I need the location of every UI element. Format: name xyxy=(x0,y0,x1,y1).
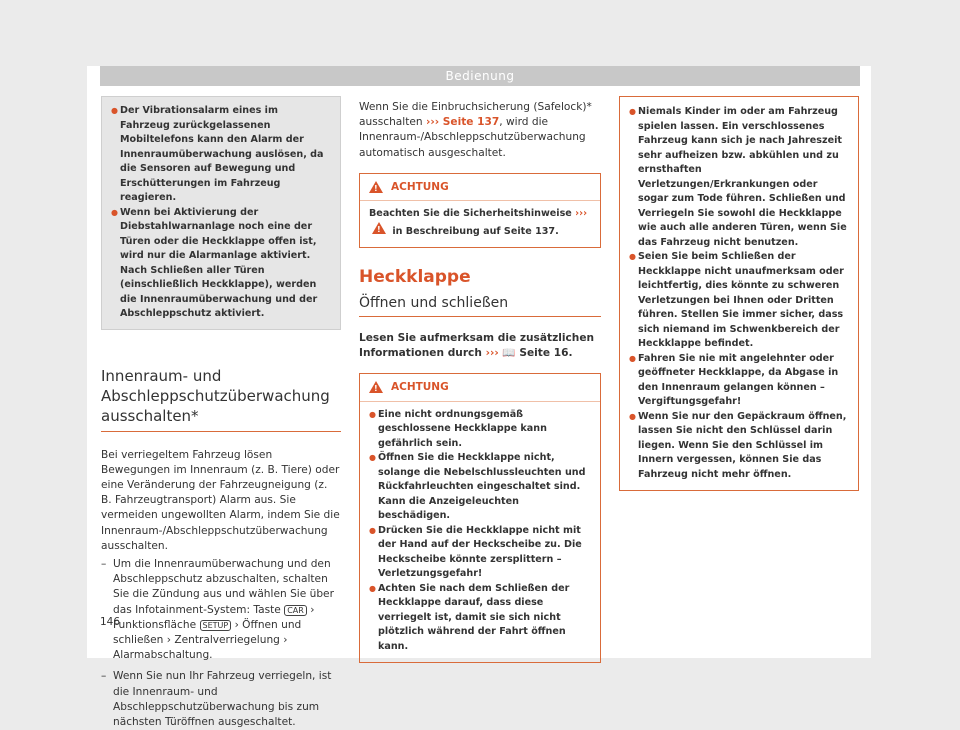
warning-item: ● Eine nicht ordnungsgemäß geschlossene Heckklappe kann gefährlich sein. xyxy=(369,408,591,452)
section-title: Innenraum- und Abschleppschutzüberwachung ausschalten* xyxy=(101,366,330,425)
setup-key-icon: SETUP xyxy=(200,620,232,631)
warning-header xyxy=(360,380,600,402)
car-key-icon: CAR xyxy=(284,605,307,616)
chapter-title: Heckklappe xyxy=(359,267,471,288)
warning-item: ● Seien Sie beim Schließen der Heckklappe nicht unaufmerksam oder leichtfertig, dies könnte zu schweren Verletzungen bei Ihnen oder Dritten führen. Stellen Sie immer sicher, dass sich niemand im Schwenkbereich der Heckklappe befindet. xyxy=(629,250,849,352)
warning-item: ● Achten Sie nach dem Schließen der Heckklappe darauf, dass diese verriegelt ist, damit sie sich nicht plötzlich während der Fahrt öffnen kann. xyxy=(369,582,591,655)
step-1-text-b: › Funktionsfläche xyxy=(113,603,315,631)
warning-item: ● Niemals Kinder im oder am Fahrzeug spielen lassen. Ein verschlossenes Fahrzeug kann sich je nach Jahreszeit sehr aufheizen bzw. abkühlen und zu ernsthaften Verletzungen/Erkrankungen oder sogar zum Tode führen. Schließen und Verriegeln Sie sowohl die Heckklappe wie auch alle anderen Türen, wenn Sie das Fahrzeug nicht benutzen. xyxy=(629,105,849,250)
warning-box-1 xyxy=(359,173,601,249)
safelock-paragraph xyxy=(359,100,601,161)
warning-title: ACHTUNG xyxy=(391,180,449,193)
page-number: 146 xyxy=(100,616,121,628)
safelock-text-b: , wird die Innenraum-/Abschleppschutzüberwachung automatisch ausgeschaltet. xyxy=(359,116,586,159)
warning-icon-inline xyxy=(372,222,386,234)
warning-title: ACHTUNG xyxy=(391,381,449,394)
arrows-icon: ››› xyxy=(575,208,588,220)
warning-box-2 xyxy=(359,373,601,663)
warning-icon xyxy=(369,381,383,393)
step-1-text-c: › Öffnen und schließen › Zentralverriegelung › Alarmabschaltung. xyxy=(113,618,302,662)
warning-item: ● Fahren Sie nie mit angelehnter oder geöffneter Heckklappe, da Abgase in den Innenraum gelangen können – Vergiftungsgefahr! xyxy=(629,352,849,410)
warning-item: ● Drücken Sie die Heckklappe nicht mit der Hand auf der Heckscheibe zu. Die Heckscheibe könnte zersplittern – Verletzungsgefahr! xyxy=(369,524,591,582)
step-1 xyxy=(101,557,341,663)
subsection-title: Öffnen und schließen xyxy=(359,294,509,311)
page-reference-link[interactable]: ››› Seite 137 xyxy=(425,116,500,129)
note-item: ● Wenn bei Aktivierung der Diebstahlwarnanlage noch eine der Türen oder die Heckklappe offen ist, wird nur die Alarmanlage aktiviert. Nach Schließen aller Türen (einschließlich Heckklappe), werden die Innenraumüberwachung und der Abschleppschutz aktiviert. xyxy=(111,206,331,322)
arrows-icon: ››› xyxy=(485,346,499,359)
warning-header xyxy=(360,180,600,202)
intro-text: Bei verriegeltem Fahrzeug lösen Bewegungen im Innenraum (z. B. Tiere) oder eine Veränderung der Fahrzeugneigung (z. B. Fahrzeugtransport) Alarm aus. Sie vermeiden ungewollten Alarm, indem Sie die Innenraum-/Abschleppschutzüberwachung ausschalten. xyxy=(101,448,340,552)
warning-text-b: in Beschreibung auf Seite 137. xyxy=(392,225,559,237)
read-info-text xyxy=(359,331,601,361)
note-box xyxy=(101,96,341,330)
warning-text-a: Beachten Sie die Sicherheitshinweise xyxy=(369,208,572,220)
column-2 xyxy=(359,100,601,663)
read-info-text-a: Lesen Sie aufmerksam die zusätzlichen Informationen durch xyxy=(359,331,595,359)
warning-text xyxy=(369,207,591,239)
warning-box-continued xyxy=(619,96,859,491)
warning-item: ● Öffnen Sie die Heckklappe nicht, solange die Nebelschlussleuchten und Rückfahrleuchten eingeschaltet sind. Kann die Anzeigeleuchten beschädigen. xyxy=(369,451,591,524)
safelock-text-a: Wenn Sie die Einbruchsicherung (Safelock)* ausschalten xyxy=(359,101,592,129)
step-1-text-a: Um die Innenraumüberwachung und den Abschleppschutz abzuschalten, schalten Sie die Zündung aus und wählen Sie über das Infotainment-System: Taste xyxy=(113,557,334,616)
warning-item: ● Wenn Sie nur den Gepäckraum öffnen, lassen Sie nicht den Schlüssel darin liegen. Wenn Sie den Schlüssel im Innern vergessen, können Sie das Fahrzeug nicht mehr öffnen. xyxy=(629,410,849,483)
step-2: – Wenn Sie nun Ihr Fahrzeug verriegeln, ist die Innenraum- und Abschleppschutzüberwachung bis zum nächsten Türöffnen ausgeschaltet. xyxy=(101,669,341,730)
column-3 xyxy=(619,96,859,491)
note-item: ● Der Vibrationsalarm eines im Fahrzeug zurückgelassenen Mobiltelefons kann den Alarm der Innenraumüberwachung auslösen, da die Sensoren auf Bewegung und Erschütterungen im Fahrzeug reagieren. xyxy=(111,104,331,206)
section-header: Bedienung xyxy=(100,66,860,86)
warning-icon xyxy=(369,181,383,193)
read-info-text-b[interactable]: Seite 16. xyxy=(519,346,573,359)
book-icon: 📖 xyxy=(502,346,516,359)
column-1 xyxy=(101,96,341,730)
